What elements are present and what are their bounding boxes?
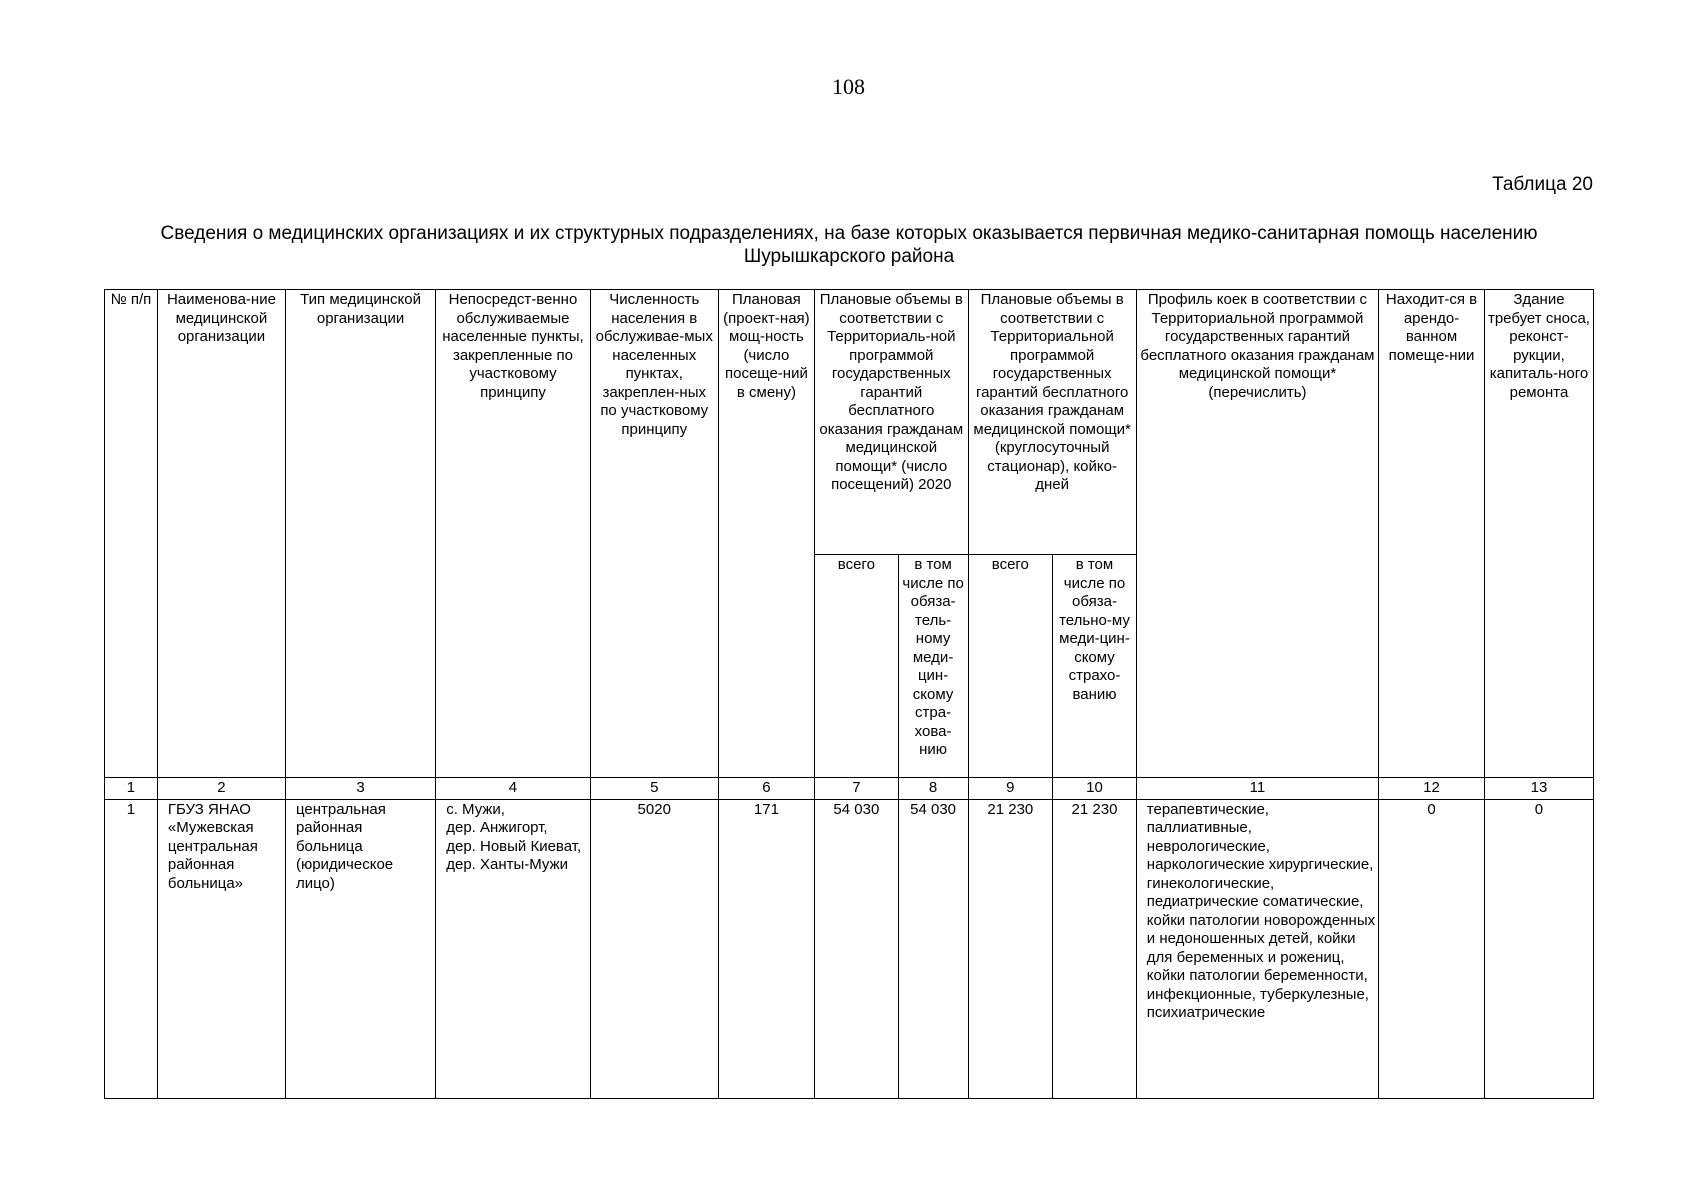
row-org-name: ГБУЗ ЯНАО «Мужевская центральная районная больница»	[157, 799, 285, 1098]
row-visits-oms: 54 030	[898, 799, 968, 1098]
column-number: 10	[1053, 778, 1137, 800]
medical-organizations-table	[104, 289, 1594, 1099]
row-visits-total: 54 030	[815, 799, 899, 1098]
column-number: 7	[815, 778, 899, 800]
row-settlements	[436, 799, 591, 1098]
header-num: № п/п	[105, 290, 158, 778]
row-beddays-total: 21 230	[968, 799, 1053, 1098]
settlement: дер. Анжигорт,	[446, 819, 548, 836]
row-capacity: 171	[718, 799, 814, 1098]
header-beddays-volume: Плановые объемы в соответствии с Территориальной программой государственных гарантий бесплатного оказания гражданам медицинской помощи* (круглосуточный стационар), койко-дней	[968, 290, 1136, 555]
column-number: 5	[590, 778, 718, 800]
header-row	[105, 290, 1594, 555]
column-number: 8	[898, 778, 968, 800]
settlement: дер. Новый Киеват,	[446, 837, 582, 855]
row-needs-repair: 0	[1484, 799, 1593, 1098]
title-line-1: Сведения о медицинских организациях и их структурных подразделениях, на базе которых оказывается первичная медико-санитарная помощь населению	[160, 223, 1538, 244]
row-num: 1	[105, 799, 158, 1098]
table-label: Таблица 20	[1492, 174, 1593, 195]
column-number: 1	[105, 778, 158, 800]
header-rented: Находит-ся в арендо-ванном помеще-нии	[1379, 290, 1485, 778]
column-number: 6	[718, 778, 814, 800]
row-rented: 0	[1379, 799, 1485, 1098]
settlement: с. Мужи,	[446, 800, 505, 818]
header-beddays-oms: в том числе по обяза-тельно-му меди-цин-скому страхо-ванию	[1053, 555, 1137, 778]
header-capacity: Плановая (проект-ная) мощ-ность (число посеще-ний в смену)	[718, 290, 814, 778]
header-beddays-total: всего	[968, 555, 1053, 778]
column-number: 11	[1136, 778, 1378, 800]
row-bed-profiles: терапевтические, паллиативные, неврологические, наркологические хирургические, гинекологические, педиатрические соматические, койки патологии новорожденных и недоношенных детей, койки для беременных и рожениц, койки патологии беременности, инфекционные, туберкулезные, психиатрические	[1136, 799, 1378, 1098]
document-title	[105, 222, 1593, 268]
header-visits-volume: Плановые объемы в соответствии с Территориаль-ной программой государственных гарантий бесплатного оказания гражданам медицинской помощи* (число посещений) 2020	[815, 290, 968, 555]
column-number: 12	[1379, 778, 1485, 800]
header-bed-profiles: Профиль коек в соответствии с Территориальной программой государственных гарантий бесплатного оказания гражданам медицинской помощи* (перечислить)	[1136, 290, 1378, 778]
row-beddays-oms: 21 230	[1053, 799, 1137, 1098]
header-org-name: Наименова-ние медицинской организации	[157, 290, 285, 778]
header-settlements: Непосредст-венно обслуживаемые населенные пункты, закрепленные по участковому принципу	[436, 290, 591, 778]
row-population: 5020	[590, 799, 718, 1098]
column-number: 3	[285, 778, 435, 800]
column-number: 4	[436, 778, 591, 800]
settlement: дер. Ханты-Мужи	[446, 856, 569, 873]
column-number: 9	[968, 778, 1053, 800]
table-row	[105, 799, 1594, 1098]
column-numbers-row	[105, 778, 1594, 800]
header-org-type: Тип медицинской организации	[285, 290, 435, 778]
title-line-2: Шурышкарского района	[743, 246, 955, 267]
column-number: 13	[1484, 778, 1593, 800]
header-needs-repair: Здание требует сноса, реконст-рукции, капиталь-ного ремонта	[1484, 290, 1593, 778]
row-org-type: центральная районная больница (юридическое лицо)	[285, 799, 435, 1098]
header-visits-oms: в том числе по обяза-тель-ному меди-цин-скому стра-хова-нию	[898, 555, 968, 778]
header-population: Численность населения в обслуживае-мых населенных пунктах, закреплен-ных по участковому принципу	[590, 290, 718, 778]
header-visits-total: всего	[815, 555, 899, 778]
column-number: 2	[157, 778, 285, 800]
page-number: 108	[832, 74, 865, 99]
